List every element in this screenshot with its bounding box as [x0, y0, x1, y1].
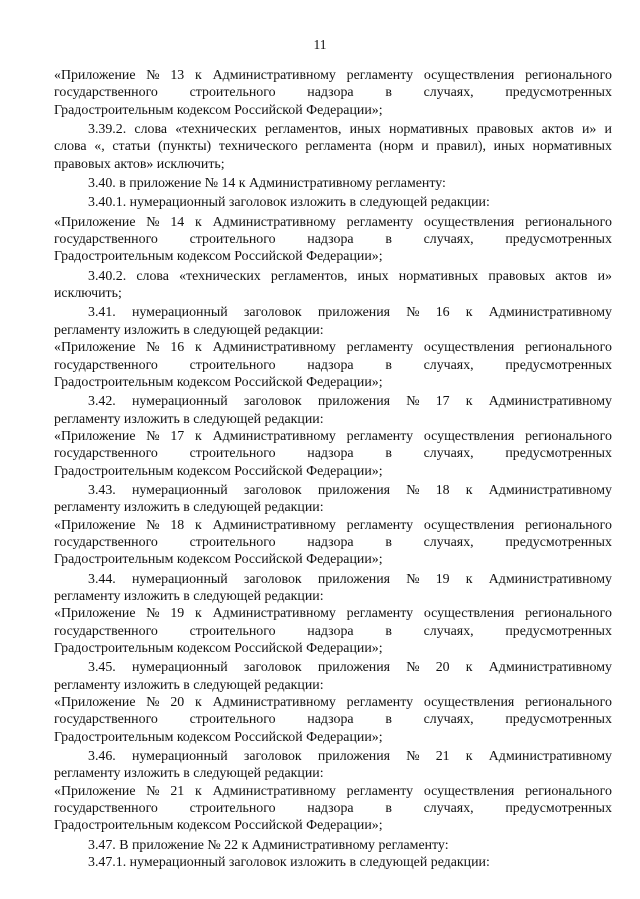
- text-line: «Приложение № 21 к Административному регламенту осуществления регионального: [54, 783, 612, 799]
- text-line: Градостроительным кодексом Российской Федерации»;: [54, 374, 383, 390]
- text-line: регламенту изложить в следующей редакции:: [54, 322, 324, 338]
- text-line: регламенту изложить в следующей редакции:: [54, 500, 324, 516]
- text-line: Градостроительным кодексом Российской Федерации»;: [54, 818, 383, 834]
- text-line: государственного строительного надзора в случаях, предусмотренных: [54, 712, 612, 728]
- text-line: государственного строительного надзора в случаях, предусмотренных: [54, 85, 612, 101]
- text-line: Градостроительным кодексом Российской Федерации»;: [54, 552, 383, 568]
- text-line: государственного строительного надзора в случаях, предусмотренных: [54, 446, 612, 462]
- text-line: государственного строительного надзора в случаях, предусмотренных: [54, 534, 612, 550]
- text-line: регламенту изложить в следующей редакции:: [54, 677, 324, 693]
- text-line: Градостроительным кодексом Российской Федерации»;: [54, 463, 383, 479]
- text-line: 3.44. нумерационный заголовок приложения № 19 к Административному: [88, 571, 612, 587]
- text-line: «Приложение № 16 к Административному регламенту осуществления регионального: [54, 340, 612, 356]
- text-line: «Приложение № 19 к Административному регламенту осуществления регионального: [54, 606, 612, 622]
- text-line: «Приложение № 18 к Административному регламенту осуществления регионального: [54, 517, 612, 533]
- text-line: «Приложение № 13 к Административному регламенту осуществления регионального: [54, 68, 612, 83]
- text-line: 3.45. нумерационный заголовок приложения № 20 к Административному: [88, 660, 612, 676]
- text-line: государственного строительного надзора в случаях, предусмотренных: [54, 801, 612, 817]
- text-line: регламенту изложить в следующей редакции:: [54, 766, 324, 782]
- text-line: 3.47. В приложение № 22 к Административному регламенту:: [88, 837, 449, 853]
- text-line: регламенту изложить в следующей редакции:: [54, 588, 324, 604]
- text-line: 3.41. нумерационный заголовок приложения № 16 к Административному: [88, 305, 612, 321]
- text-line: Градостроительным кодексом Российской Федерации»;: [54, 249, 383, 265]
- text-line: 3.40.2. слова «технических регламентов, иных нормативных правовых актов и»: [88, 268, 612, 284]
- text-line: государственного строительного надзора в случаях, предусмотренных: [54, 357, 612, 373]
- text-line: «Приложение № 20 к Административному регламенту осуществления регионального: [54, 695, 612, 711]
- text-line: Градостроительным кодексом Российской Федерации»;: [54, 102, 383, 118]
- text-line: 3.43. нумерационный заголовок приложения № 18 к Административному: [88, 482, 612, 498]
- page-number: 11: [313, 37, 327, 52]
- text-line: Градостроительным кодексом Российской Федерации»;: [54, 729, 383, 745]
- text-line: исключить;: [54, 286, 122, 302]
- text-line: правовых актов» исключить;: [54, 156, 225, 172]
- text-line: 3.47.1. нумерационный заголовок изложить в следующей редакции:: [88, 855, 490, 871]
- document-body: [54, 67, 612, 871]
- text-line: 3.40. в приложение № 14 к Административному регламенту:: [88, 176, 446, 192]
- text-line: регламенту изложить в следующей редакции:: [54, 411, 324, 427]
- text-line: Градостроительным кодексом Российской Федерации»;: [54, 641, 383, 656]
- text-line: «Приложение № 14 к Административному регламенту осуществления регионального: [54, 214, 612, 230]
- text-line: государственного строительного надзора в случаях, предусмотренных: [54, 232, 612, 248]
- text-line: 3.40.1. нумерационный заголовок изложить в следующей редакции:: [88, 195, 490, 211]
- text-line: государственного строительного надзора в случаях, предусмотренных: [54, 623, 612, 639]
- text-line: 3.39.2. слова «технических регламентов, иных нормативных правовых актов и» и: [88, 122, 612, 138]
- text-line: «Приложение № 17 к Административному регламенту осуществления регионального: [54, 428, 612, 444]
- text-line: 3.46. нумерационный заголовок приложения № 21 к Административному: [88, 749, 612, 765]
- text-line: 3.42. нумерационный заголовок приложения № 17 к Административному: [88, 394, 612, 410]
- text-line: слова «, статьи (пункты) технического регламента (норм и правил), иных нормативных: [54, 139, 612, 155]
